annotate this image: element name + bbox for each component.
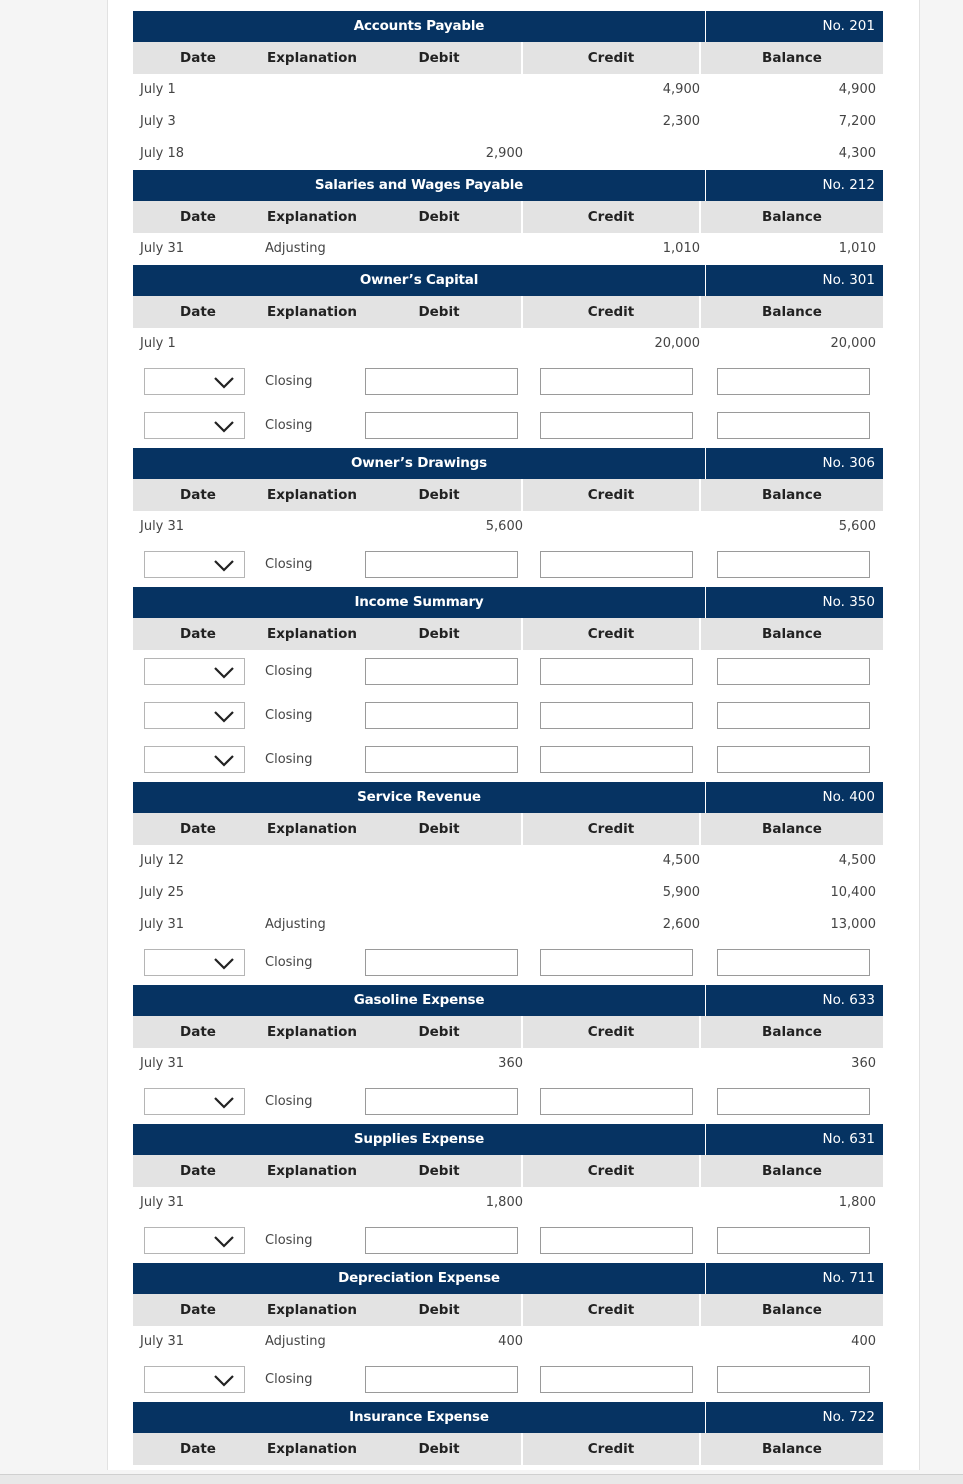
- date-dropdown[interactable]: [144, 702, 245, 729]
- entry-debit: 360: [498, 1056, 523, 1071]
- entry-explanation: Closing: [265, 418, 313, 433]
- ledger-account: [133, 11, 883, 170]
- content-panel: [107, 0, 920, 1470]
- column-header-row: [133, 296, 883, 328]
- entry-explanation: Closing: [265, 1372, 313, 1387]
- column-header-debit: Debit: [418, 626, 460, 642]
- debit-input[interactable]: [365, 949, 518, 976]
- column-header-credit: Credit: [521, 296, 699, 328]
- entry-date: July 31: [140, 1056, 185, 1071]
- credit-input[interactable]: [540, 702, 693, 729]
- account-name: Income Summary: [133, 587, 706, 618]
- column-header-date: Date: [180, 821, 216, 837]
- entry-explanation: Closing: [265, 708, 313, 723]
- date-dropdown[interactable]: [144, 746, 245, 773]
- account-number: No. 633: [822, 992, 875, 1008]
- balance-input[interactable]: [717, 1366, 870, 1393]
- balance-input[interactable]: [717, 551, 870, 578]
- column-header-credit: Credit: [521, 618, 699, 650]
- entry-date: July 3: [140, 114, 176, 129]
- ledger-account: [133, 1124, 883, 1263]
- ledger-list: [133, 11, 883, 1465]
- column-header-balance: Balance: [699, 1433, 883, 1465]
- chevron-down-icon: [213, 754, 235, 767]
- column-header-debit: Debit: [418, 304, 460, 320]
- ledger-account: [133, 587, 883, 782]
- ledger-account: [133, 985, 883, 1124]
- entry-date: July 1: [140, 82, 176, 97]
- entry-explanation: Closing: [265, 664, 313, 679]
- credit-input[interactable]: [540, 1227, 693, 1254]
- column-header-balance: Balance: [699, 813, 883, 845]
- balance-input[interactable]: [717, 368, 870, 395]
- ledger-entry-row: [133, 845, 883, 877]
- account-name: Owner’s Drawings: [133, 448, 706, 479]
- entry-date: July 31: [140, 519, 185, 534]
- column-header-explanation: Explanation: [267, 487, 358, 503]
- column-header-row: [133, 1294, 883, 1326]
- column-header-debit: Debit: [418, 50, 460, 66]
- entry-date: July 12: [140, 853, 185, 868]
- account-name: Gasoline Expense: [133, 985, 706, 1016]
- closing-entry-row: [133, 738, 883, 782]
- credit-input[interactable]: [540, 368, 693, 395]
- column-header-date: Date: [180, 1302, 216, 1318]
- entry-credit: 4,900: [662, 82, 700, 97]
- column-header-debit: Debit: [418, 1163, 460, 1179]
- column-header-explanation: Explanation: [267, 304, 358, 320]
- column-header-date: Date: [180, 1441, 216, 1457]
- credit-input[interactable]: [540, 1088, 693, 1115]
- entry-explanation: Closing: [265, 1233, 313, 1248]
- column-header-date: Date: [180, 209, 216, 225]
- balance-input[interactable]: [717, 1088, 870, 1115]
- column-header-debit: Debit: [418, 1024, 460, 1040]
- column-header-balance: Balance: [699, 1155, 883, 1187]
- entry-balance: 1,010: [838, 241, 876, 256]
- closing-entry-row: [133, 543, 883, 587]
- credit-input[interactable]: [540, 412, 693, 439]
- entry-credit: 5,900: [662, 885, 700, 900]
- ledger-account: [133, 1263, 883, 1402]
- chevron-down-icon: [213, 710, 235, 723]
- account-number: No. 711: [822, 1270, 875, 1286]
- entry-balance: 4,900: [838, 82, 876, 97]
- column-header-date: Date: [180, 304, 216, 320]
- entry-balance: 20,000: [830, 336, 876, 351]
- column-header-credit: Credit: [521, 479, 699, 511]
- account-name: Service Revenue: [133, 782, 706, 813]
- debit-input[interactable]: [365, 1366, 518, 1393]
- debit-input[interactable]: [365, 412, 518, 439]
- entry-date: July 31: [140, 1195, 185, 1210]
- column-header-credit: Credit: [521, 201, 699, 233]
- entry-explanation: Closing: [265, 557, 313, 572]
- entry-balance: 13,000: [830, 917, 876, 932]
- column-header-explanation: Explanation: [267, 1441, 358, 1457]
- account-number: No. 400: [822, 789, 875, 805]
- entry-balance: 4,300: [838, 146, 876, 161]
- date-dropdown[interactable]: [144, 412, 245, 439]
- chevron-down-icon: [213, 376, 235, 389]
- credit-input[interactable]: [540, 551, 693, 578]
- column-header-row: [133, 1155, 883, 1187]
- column-header-row: [133, 1016, 883, 1048]
- entry-balance: 10,400: [830, 885, 876, 900]
- closing-entry-row: [133, 404, 883, 448]
- credit-input[interactable]: [540, 1366, 693, 1393]
- column-header-row: [133, 42, 883, 74]
- account-name: Accounts Payable: [133, 11, 706, 42]
- column-header-explanation: Explanation: [267, 626, 358, 642]
- debit-input[interactable]: [365, 551, 518, 578]
- ledger-title-bar: [133, 782, 883, 813]
- column-header-credit: Credit: [521, 1016, 699, 1048]
- account-number: No. 631: [822, 1131, 875, 1147]
- account-number: No. 722: [822, 1409, 875, 1425]
- column-header-balance: Balance: [699, 1294, 883, 1326]
- ledger-title-bar: [133, 1263, 883, 1294]
- entry-debit: 1,800: [485, 1195, 523, 1210]
- column-header-credit: Credit: [521, 1155, 699, 1187]
- entry-date: July 25: [140, 885, 185, 900]
- credit-input[interactable]: [540, 746, 693, 773]
- ledger-account: [133, 782, 883, 985]
- column-header-date: Date: [180, 626, 216, 642]
- column-header-debit: Debit: [418, 821, 460, 837]
- entry-credit: 4,500: [662, 853, 700, 868]
- ledger-entry-row: [133, 106, 883, 138]
- credit-input[interactable]: [540, 658, 693, 685]
- credit-input[interactable]: [540, 949, 693, 976]
- entry-explanation: Adjusting: [265, 1334, 326, 1349]
- entry-balance: 4,500: [838, 853, 876, 868]
- column-header-date: Date: [180, 50, 216, 66]
- entry-explanation: Adjusting: [265, 917, 326, 932]
- entry-explanation: Closing: [265, 752, 313, 767]
- ledger-account: [133, 265, 883, 448]
- chevron-down-icon: [213, 957, 235, 970]
- ledger-entry-row: [133, 233, 883, 265]
- date-dropdown[interactable]: [144, 1227, 245, 1254]
- entry-balance: 360: [851, 1056, 876, 1071]
- date-dropdown[interactable]: [144, 658, 245, 685]
- column-header-credit: Credit: [521, 1294, 699, 1326]
- debit-input[interactable]: [365, 746, 518, 773]
- column-header-explanation: Explanation: [267, 209, 358, 225]
- ledger-entry-row: [133, 138, 883, 170]
- column-header-credit: Credit: [521, 1433, 699, 1465]
- entry-balance: 5,600: [838, 519, 876, 534]
- account-name: Owner’s Capital: [133, 265, 706, 296]
- entry-balance: 400: [851, 1334, 876, 1349]
- debit-input[interactable]: [365, 1088, 518, 1115]
- chevron-down-icon: [213, 559, 235, 572]
- entry-debit: 2,900: [485, 146, 523, 161]
- ledger-entry-row: [133, 877, 883, 909]
- account-number: No. 212: [822, 177, 875, 193]
- entry-balance: 7,200: [838, 114, 876, 129]
- ledger-title-bar: [133, 587, 883, 618]
- ledger-title-bar: [133, 265, 883, 296]
- column-header-row: [133, 1433, 883, 1465]
- chevron-down-icon: [213, 420, 235, 433]
- entry-date: July 1: [140, 336, 176, 351]
- column-header-balance: Balance: [699, 201, 883, 233]
- chevron-down-icon: [213, 1235, 235, 1248]
- ledger-title-bar: [133, 448, 883, 479]
- date-dropdown[interactable]: [144, 1366, 245, 1393]
- date-dropdown[interactable]: [144, 1088, 245, 1115]
- account-name: Salaries and Wages Payable: [133, 170, 706, 201]
- ledger-entry-row: [133, 909, 883, 941]
- account-number: No. 301: [822, 272, 875, 288]
- column-header-credit: Credit: [521, 42, 699, 74]
- column-header-explanation: Explanation: [267, 1302, 358, 1318]
- closing-entry-row: [133, 1358, 883, 1402]
- column-header-row: [133, 813, 883, 845]
- column-header-row: [133, 201, 883, 233]
- entry-explanation: Closing: [265, 1094, 313, 1109]
- entry-explanation: Adjusting: [265, 241, 326, 256]
- entry-credit: 2,600: [662, 917, 700, 932]
- entry-date: July 31: [140, 241, 185, 256]
- closing-entry-row: [133, 941, 883, 985]
- balance-input[interactable]: [717, 658, 870, 685]
- column-header-debit: Debit: [418, 209, 460, 225]
- debit-input[interactable]: [365, 658, 518, 685]
- account-name: Depreciation Expense: [133, 1263, 706, 1294]
- entry-date: July 18: [140, 146, 185, 161]
- ledger-entry-row: [133, 74, 883, 106]
- column-header-explanation: Explanation: [267, 821, 358, 837]
- column-header-balance: Balance: [699, 1016, 883, 1048]
- column-header-explanation: Explanation: [267, 1024, 358, 1040]
- balance-input[interactable]: [717, 1227, 870, 1254]
- ledger-entry-row: [133, 1048, 883, 1080]
- closing-entry-row: [133, 1080, 883, 1124]
- entry-credit: 1,010: [662, 241, 700, 256]
- entry-explanation: Closing: [265, 955, 313, 970]
- closing-entry-row: [133, 360, 883, 404]
- column-header-row: [133, 479, 883, 511]
- column-header-balance: Balance: [699, 296, 883, 328]
- ledger-account: [133, 1402, 883, 1465]
- ledger-title-bar: [133, 170, 883, 201]
- ledger-entry-row: [133, 328, 883, 360]
- entry-balance: 1,800: [838, 1195, 876, 1210]
- date-dropdown[interactable]: [144, 368, 245, 395]
- debit-input[interactable]: [365, 368, 518, 395]
- column-header-explanation: Explanation: [267, 1163, 358, 1179]
- ledger-title-bar: [133, 1402, 883, 1433]
- balance-input[interactable]: [717, 412, 870, 439]
- balance-input[interactable]: [717, 949, 870, 976]
- column-header-date: Date: [180, 1163, 216, 1179]
- ledger-entry-row: [133, 1326, 883, 1358]
- entry-debit: 400: [498, 1334, 523, 1349]
- ledger-account: [133, 170, 883, 265]
- date-dropdown[interactable]: [144, 949, 245, 976]
- column-header-row: [133, 618, 883, 650]
- account-number: No. 350: [822, 594, 875, 610]
- column-header-balance: Balance: [699, 42, 883, 74]
- debit-input[interactable]: [365, 702, 518, 729]
- column-header-debit: Debit: [418, 1441, 460, 1457]
- ledger-account: [133, 448, 883, 587]
- column-header-debit: Debit: [418, 1302, 460, 1318]
- entry-debit: 5,600: [485, 519, 523, 534]
- column-header-debit: Debit: [418, 487, 460, 503]
- date-dropdown[interactable]: [144, 551, 245, 578]
- column-header-balance: Balance: [699, 479, 883, 511]
- account-name: Insurance Expense: [133, 1402, 706, 1433]
- column-header-date: Date: [180, 1024, 216, 1040]
- debit-input[interactable]: [365, 1227, 518, 1254]
- balance-input[interactable]: [717, 746, 870, 773]
- ledger-title-bar: [133, 1124, 883, 1155]
- closing-entry-row: [133, 650, 883, 694]
- entry-credit: 20,000: [654, 336, 700, 351]
- closing-entry-row: [133, 1219, 883, 1263]
- closing-entry-row: [133, 694, 883, 738]
- chevron-down-icon: [213, 666, 235, 679]
- account-number: No. 201: [822, 18, 875, 34]
- entry-date: July 31: [140, 1334, 185, 1349]
- ledger-entry-row: [133, 1187, 883, 1219]
- entry-credit: 2,300: [662, 114, 700, 129]
- column-header-date: Date: [180, 487, 216, 503]
- chevron-down-icon: [213, 1374, 235, 1387]
- column-header-balance: Balance: [699, 618, 883, 650]
- account-name: Supplies Expense: [133, 1124, 706, 1155]
- ledger-entry-row: [133, 511, 883, 543]
- ledger-title-bar: [133, 985, 883, 1016]
- balance-input[interactable]: [717, 702, 870, 729]
- chevron-down-icon: [213, 1096, 235, 1109]
- column-header-explanation: Explanation: [267, 50, 358, 66]
- ledger-title-bar: [133, 11, 883, 42]
- column-header-credit: Credit: [521, 813, 699, 845]
- account-number: No. 306: [822, 455, 875, 471]
- entry-date: July 31: [140, 917, 185, 932]
- entry-explanation: Closing: [265, 374, 313, 389]
